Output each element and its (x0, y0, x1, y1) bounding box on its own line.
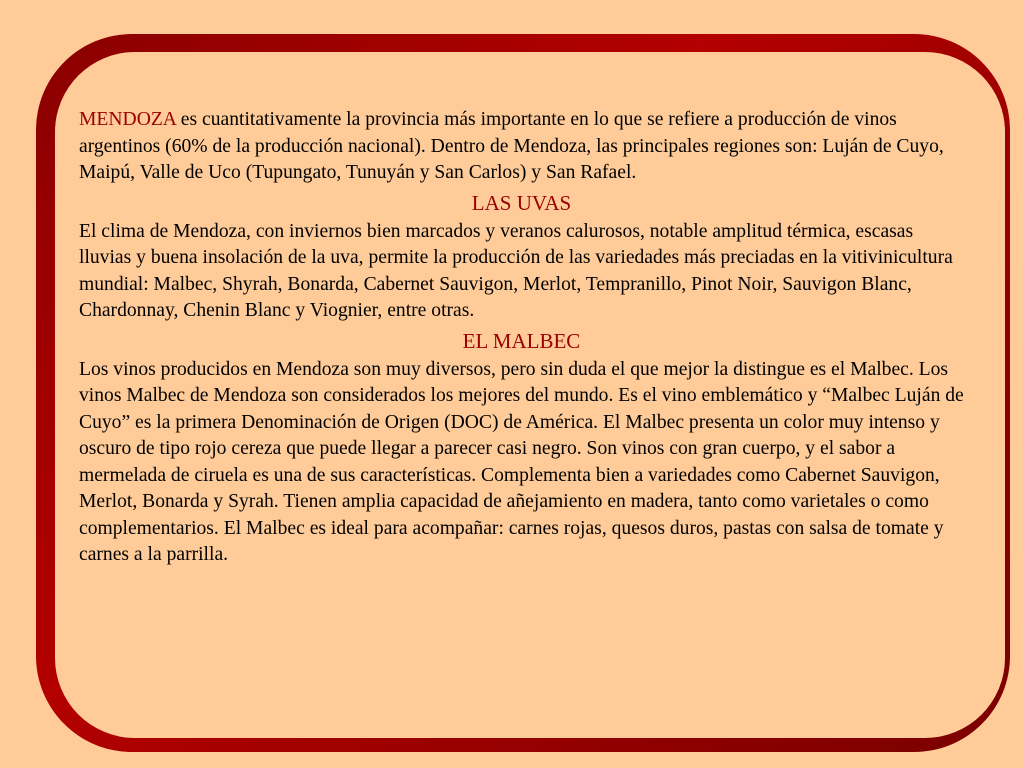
intro-paragraph (79, 107, 964, 187)
uvas-paragraph: El clima de Mendoza, con inviernos bien marcados y veranos calurosos, notable amplitud térmica, escasas lluvias y buena insolación de la uva, permite la producción de las variedades más preciadas en la vitivinicultura mundial: Malbec, Shyrah, Bonarda, Cabernet Sauvigon, Merlot, Tempranillo, Pinot Noir, Sauvigon Blanc, Chardonnay, Chenin Blanc y Viognier, entre otras. (79, 220, 953, 321)
intro-lead-word: MENDOZA (79, 109, 176, 130)
section-heading-uvas: LAS UVAS (471, 190, 572, 215)
malbec-paragraph: Los vinos producidos en Mendoza son muy diversos, pero sin duda el que mejor la distingue es el Malbec. Los vinos Malbec de Mendoza son considerados los mejores del mundo. Es el vino emblemático y “Malbec Luján de Cuyo” es la primera Denominación de Origen (DOC) de América. El Malbec presenta un color muy intenso y oscuro de tipo rojo cereza que puede llegar a parecer casi negro. Son vinos con gran cuerpo, y el sabor a mermelada de ciruela es una de sus características. Complementa bien a variedades como Cabernet Sauvigon, Merlot, Bonarda y Syrah. Tienen amplia capacidad de añejamiento en madera, tanto como varietales o como complementarios. El Malbec es ideal para acompañar: carnes rojas, quesos duros, pastas con salsa de tomate y carnes a la parrilla. (79, 358, 964, 565)
slide-content (79, 107, 964, 569)
intro-text: es cuantitativamente la provincia más importante en lo que se refiere a producción de vinos argentinos (60% de la producción nacional). Dentro de Mendoza, las principales regiones son: Luján de Cuyo, Maipú, Valle de Uco (Tupungato, Tunuyán y San Carlos) y San Rafael. (79, 109, 944, 183)
section-heading-malbec: EL MALBEC (462, 328, 581, 353)
